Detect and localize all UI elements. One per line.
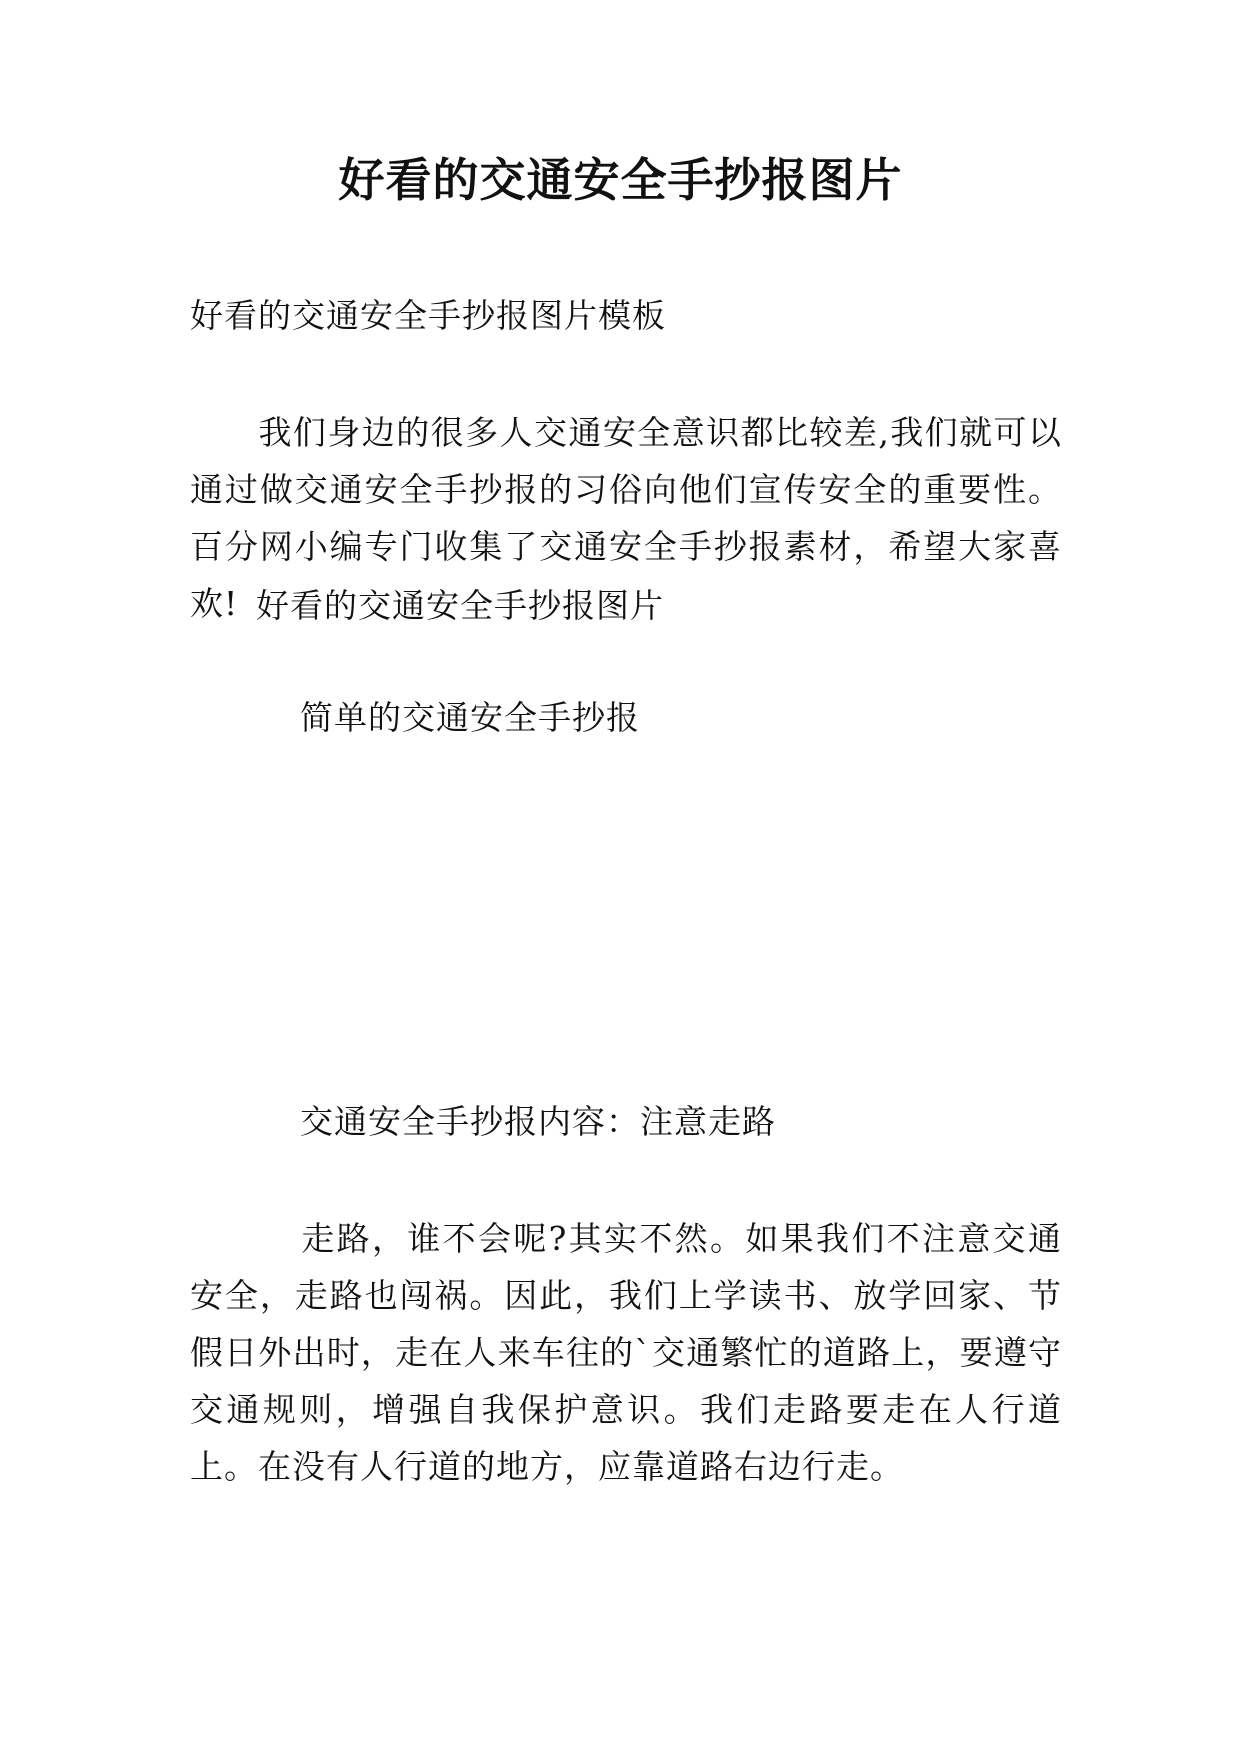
document-subtitle: 好看的交通安全手抄报图片模板 [190,296,666,335]
document-title: 好看的交通安全手抄报图片 [338,153,903,207]
image-caption-2: 简单的交通安全手抄报 [300,698,640,737]
section-heading: 交通安全手抄报内容：注意走路 [300,1102,776,1141]
intro-text: 我们身边的很多人交通安全意识都比较差,我们就可以通过做交通安全手抄报的习俗向他们宣传安全的重要性。百分网小编专门收集了交通安全手抄报素材，希望大家喜欢! [190,413,1062,623]
body-paragraph [190,1210,1062,1495]
body-text: 走路，谁不会呢?其实不然。如果我们不注意交通安全，走路也闯祸。因此，我们上学读书、放学回家、节假日外出时，走在人来车往的`交通繁忙的道路上，要遵守交通规则，增强自我保护意识。我们走路要走在人行道上。在没有人行道的地方，应靠道路右边行走。 [190,1219,1062,1486]
image-caption-1: 好看的交通安全手抄报图片 [256,586,664,625]
